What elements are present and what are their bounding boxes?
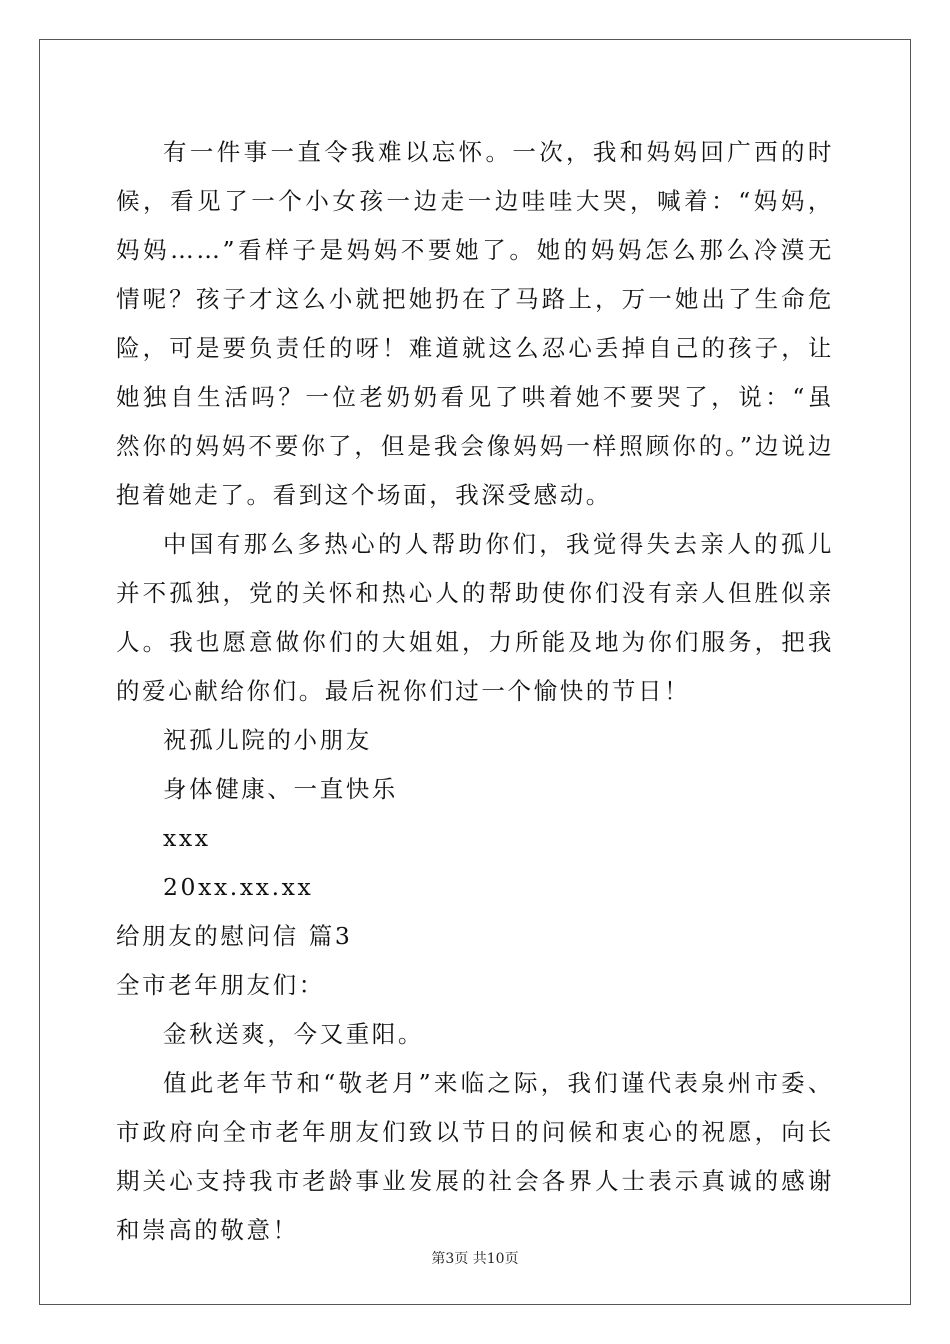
paragraph-wishes: 中国有那么多热心的人帮助你们，我觉得失去亲人的孤儿并不孤独，党的关怀和热心人的帮助使你们没有亲人但胜似亲人。我也愿意做你们的大姐姐，力所能及地为你们服务，把我的爱心献给你们。最后祝你们过一个愉快的节日！ xyxy=(116,530,834,705)
page-number: 第3页 共10页 xyxy=(431,1251,519,1267)
paragraph-greeting: 值此老年节和“敬老月”来临之际，我们谨代表泉州市委、市政府向全市老年朋友们致以节日的问候和衷心的祝愿，向长期关心支持我市老龄事业发展的社会各界人士表示真诚的感谢和崇高的敬意！ xyxy=(116,1069,834,1244)
signature: xxx xyxy=(163,824,211,852)
salutation: 全市老年朋友们： xyxy=(116,971,325,999)
document-body xyxy=(116,128,834,1255)
section-title: 给朋友的慰问信 篇3 xyxy=(116,922,353,950)
paragraph-story: 有一件事一直令我难以忘怀。一次，我和妈妈回广西的时候，看见了一个小女孩一边走一边哇哇大哭，喊着：“妈妈，妈妈……”看样子是妈妈不要她了。她的妈妈怎么那么冷漠无情呢？孩子才这么小就把她扔在了马路上，万一她出了生命危险，可是要负责任的呀！难道就这么忍心丢掉自己的孩子，让她独自生活吗？一位老奶奶看见了哄着她不要哭了，说：“虽然你的妈妈不要你了，但是我会像妈妈一样照顾你的。”边说边抱着她走了。看到这个场面，我深受感动。 xyxy=(116,138,834,509)
closing-wish-line1: 祝孤儿院的小朋友 xyxy=(163,726,372,754)
letter-date: 20xx.xx.xx xyxy=(163,873,314,901)
opening-line: 金秋送爽，今又重阳。 xyxy=(163,1020,424,1048)
closing-wish-line2: 身体健康、一直快乐 xyxy=(163,775,398,803)
